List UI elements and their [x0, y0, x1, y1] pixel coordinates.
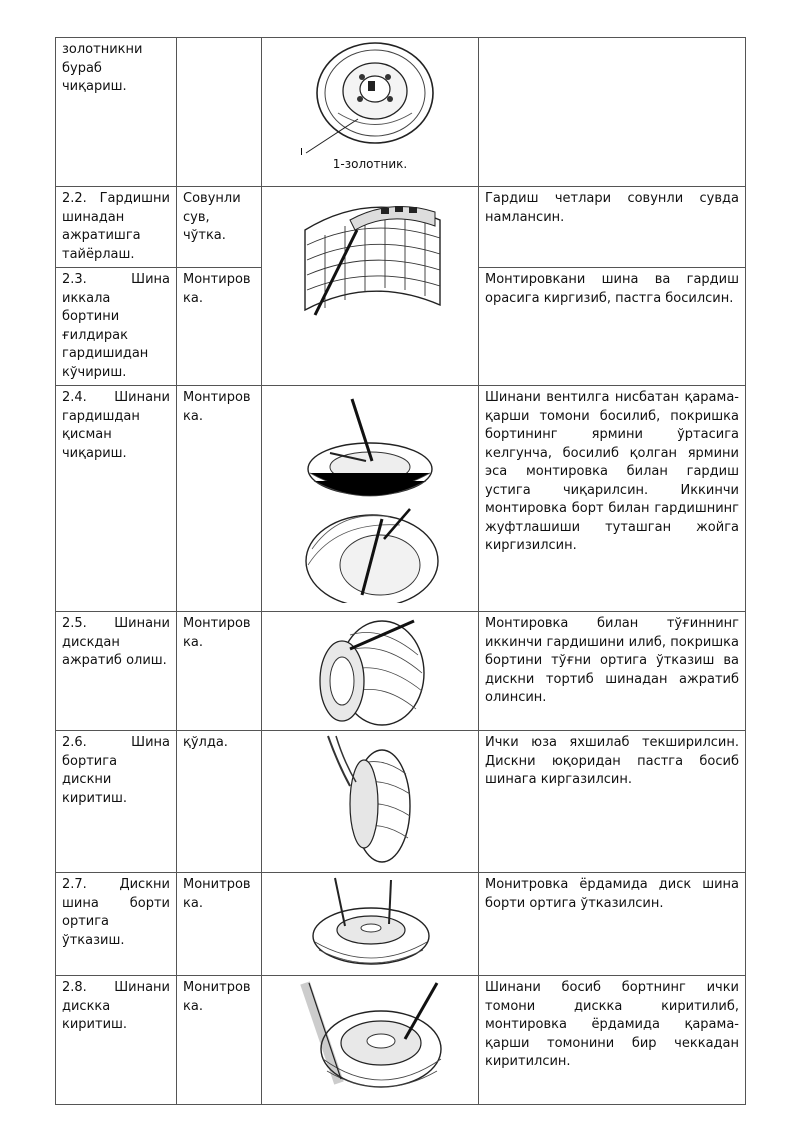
tire-mount-illustration: [295, 979, 445, 1101]
description-cell: Шинани босиб бортнинг ички томони дискка киритилиб, монтировка ёрдамида қарама-қарши томонини бир чеккадан киритилсин.: [479, 976, 746, 1105]
wheel-valve-illustration: [300, 41, 440, 159]
illustration-cell: [262, 976, 479, 1105]
description-cell: Монтировка билан тўғиннинг иккинчи гардишини илиб, покришка бортини тўғни ортига ўтказиш ва дискни тортиб шинадан ажратиб олинсин.: [479, 612, 746, 731]
tool-cell: Монитров ка.: [177, 976, 262, 1105]
tool-cell: қўлда.: [177, 731, 262, 873]
tool-cell: Монитров ка.: [177, 873, 262, 976]
tire-lever-illustration: [295, 190, 445, 318]
description-cell: Монтировкани шина ва гардиш орасига киргизиб, пастга босилсин.: [479, 268, 746, 386]
table-row: [56, 187, 746, 268]
step-cell: 2.4. Шинани гардишдан қисман чиқариш.: [56, 386, 177, 612]
illustration-cell: [262, 873, 479, 976]
callout-label: I: [300, 147, 303, 158]
table-row: [56, 731, 746, 873]
tool-cell: Монтиров ка.: [177, 386, 262, 612]
disc-removal-illustration: [310, 615, 430, 727]
tool-cell: Совунли сув, чўтка.: [177, 187, 262, 268]
description-cell: [479, 38, 746, 187]
disc-insert-illustration: [320, 734, 420, 866]
description-cell: Шинани вентилга нисбатан қарама-қарши томони босилиб, покришка бортининг ярмини ўртасига келгунча, босилиб қолган ярмини эса монтировка билан гардиш устига чиқарилсин. Иккинчи монтировка борт билан гардишнинг жуфтлашиши туташган жойга киргизилсин.: [479, 386, 746, 612]
step-cell: 2.6. Шина бортига дискни киритиш.: [56, 731, 177, 873]
description-cell: Ички юза яхшилаб текширилсин. Дискни юқоридан пастга босиб шинага киргазилсин.: [479, 731, 746, 873]
step-cell: 2.8. Шинани дискка киритиш.: [56, 976, 177, 1105]
step-cell: 2.5. Шинани дискдан ажратиб олиш.: [56, 612, 177, 731]
illustration-cell: [262, 386, 479, 612]
figure-caption: 1-золотник.: [332, 157, 408, 171]
table-row: [56, 873, 746, 976]
description-cell: Гардиш четлари совунли сувда намлансин.: [479, 187, 746, 268]
tool-cell: [177, 38, 262, 187]
step-cell: 2.7. Дискни шина борти ортига ўтказиш.: [56, 873, 177, 976]
step-cell: 2.2. Гардишни шинадан ажратишга тайёрлаш.: [56, 187, 177, 268]
illustration-cell: [262, 187, 479, 386]
step-cell: 2.3. Шина иккала бортини ғилдирак гардишидан кўчириш.: [56, 268, 177, 386]
procedure-table: [55, 37, 746, 1105]
table-row: [56, 976, 746, 1105]
table-row: [56, 38, 746, 187]
illustration-cell: [262, 731, 479, 873]
table-row: [56, 612, 746, 731]
illustration-cell: [262, 612, 479, 731]
tire-demount-illustration: [300, 389, 440, 603]
description-cell: Монитровка ёрдамида диск шина борти ортига ўтказилсин.: [479, 873, 746, 976]
tool-cell: Монтиров ка.: [177, 612, 262, 731]
table-row: [56, 386, 746, 612]
tool-cell: Монтиров ка.: [177, 268, 262, 386]
step-cell: золотникни бураб чиқариш.: [56, 38, 177, 187]
bead-over-illustration: [305, 876, 435, 972]
illustration-cell: [262, 38, 479, 187]
